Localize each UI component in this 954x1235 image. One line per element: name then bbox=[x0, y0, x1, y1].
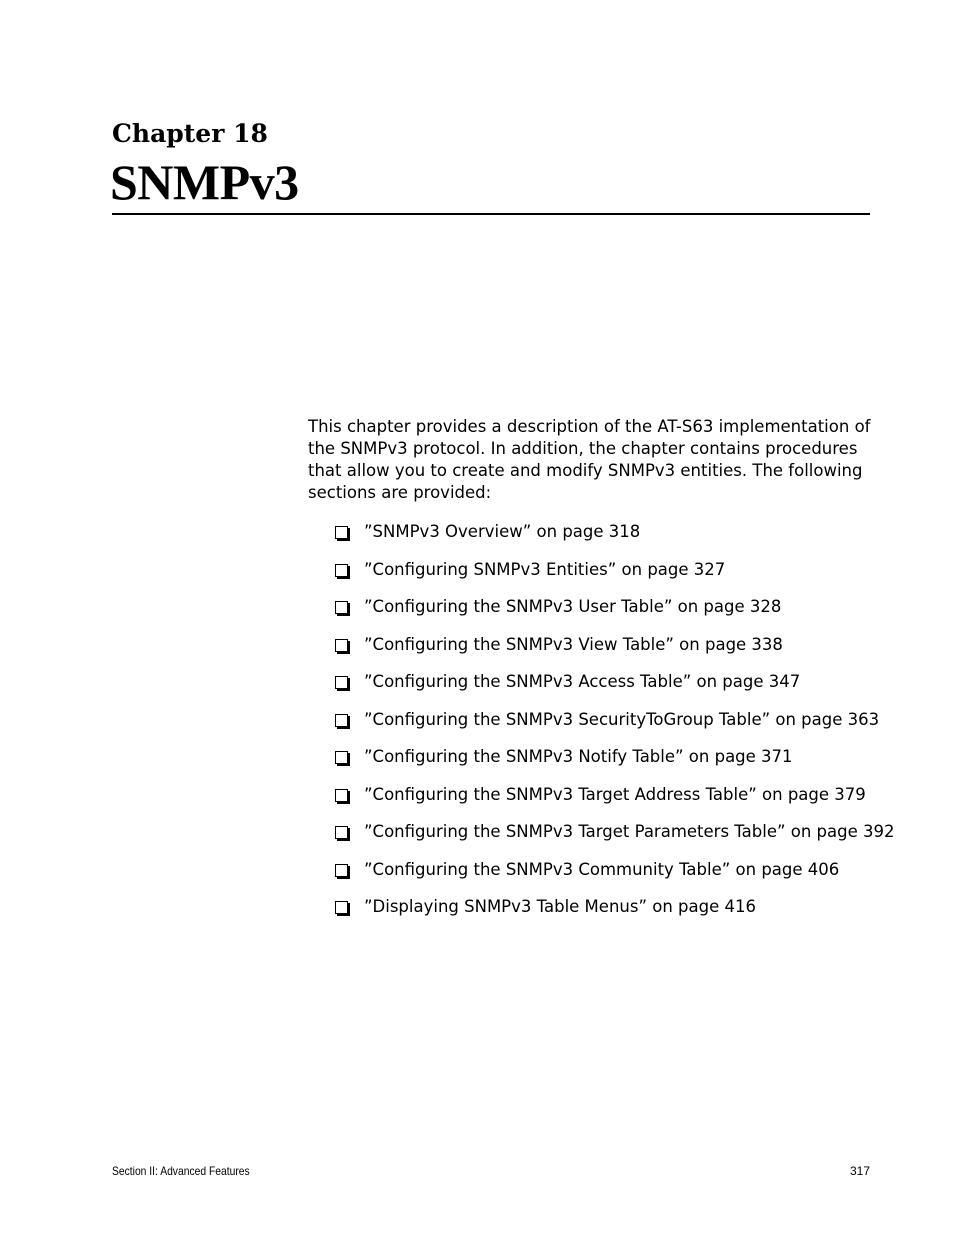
section-link[interactable]: ”Configuring the SNMPv3 Notify Table” on page 371 bbox=[364, 747, 793, 766]
section-link[interactable]: ”Displaying SNMPv3 Table Menus” on page 416 bbox=[364, 897, 756, 916]
list-item bbox=[335, 708, 895, 746]
section-link[interactable]: ”Configuring the SNMPv3 View Table” on page 338 bbox=[364, 634, 783, 654]
list-item bbox=[335, 783, 895, 821]
list-item bbox=[335, 895, 895, 933]
footer-page-number: 317 bbox=[849, 1164, 870, 1178]
list-item bbox=[335, 520, 895, 558]
checkbox-bullet-icon bbox=[335, 901, 348, 914]
list-item bbox=[335, 745, 895, 783]
section-link[interactable]: ”Configuring the SNMPv3 Target Parameters Table” on page 392 bbox=[364, 822, 895, 841]
chapter-title: SNMPv3 bbox=[110, 154, 299, 210]
intro-paragraph: This chapter provides a description of the AT-S63 implementation of the SNMPv3 protocol. In addition, the chapter contains procedures that allow you to create and modify SNMPv3 entities. The following sections are provided: bbox=[308, 417, 871, 502]
checkbox-bullet-icon bbox=[335, 864, 348, 877]
chapter-label: Chapter 18 bbox=[112, 119, 268, 148]
checkbox-bullet-icon bbox=[335, 826, 348, 839]
list-item bbox=[335, 558, 895, 596]
checkbox-bullet-icon bbox=[335, 639, 348, 652]
list-item bbox=[335, 670, 895, 708]
footer-section-name: Section II: Advanced Features bbox=[112, 1164, 250, 1178]
section-link[interactable]: ”Configuring the SNMPv3 Community Table” on page 406 bbox=[364, 859, 840, 879]
list-item bbox=[335, 820, 895, 858]
list-item bbox=[335, 633, 895, 671]
checkbox-bullet-icon bbox=[335, 601, 348, 614]
checkbox-bullet-icon bbox=[335, 751, 348, 764]
checkbox-bullet-icon bbox=[335, 564, 348, 577]
section-link[interactable]: ”SNMPv3 Overview” on page 318 bbox=[364, 522, 641, 541]
list-item bbox=[335, 595, 895, 633]
section-link[interactable]: ”Configuring SNMPv3 Entities” on page 327 bbox=[364, 559, 726, 579]
title-divider bbox=[112, 213, 870, 215]
checkbox-bullet-icon bbox=[335, 676, 348, 689]
checkbox-bullet-icon bbox=[335, 789, 348, 802]
section-link[interactable]: ”Configuring the SNMPv3 Access Table” on page 347 bbox=[364, 672, 801, 691]
checkbox-bullet-icon bbox=[335, 526, 348, 539]
checkbox-bullet-icon bbox=[335, 714, 348, 727]
section-link[interactable]: ”Configuring the SNMPv3 Target Address Table” on page 379 bbox=[364, 784, 866, 804]
list-item bbox=[335, 858, 895, 896]
section-link[interactable]: ”Configuring the SNMPv3 User Table” on page 328 bbox=[364, 597, 782, 616]
section-list bbox=[335, 520, 895, 933]
section-link[interactable]: ”Configuring the SNMPv3 SecurityToGroup Table” on page 363 bbox=[364, 709, 880, 729]
